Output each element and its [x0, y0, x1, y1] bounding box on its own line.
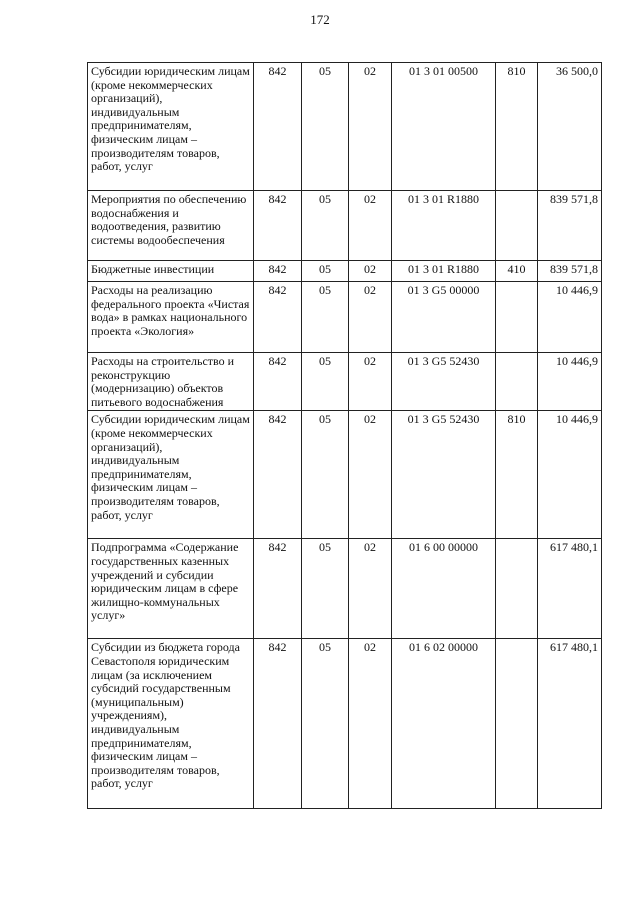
row-target-article-cell: 01 3 G5 52430	[392, 411, 496, 539]
table-row	[88, 639, 602, 809]
row-section-code-cell: 05	[302, 411, 349, 539]
table-row	[88, 353, 602, 411]
row-amount-cell: 617 480,1	[538, 539, 602, 639]
row-name-cell: Субсидии из бюджета города Севастополя юридическим лицам (за исключением субсидий государственным (муниципальным) учреждениям), индивидуальным предпринимателям, физическим лицам – производителям товаров, работ, услуг	[88, 639, 254, 809]
table-row	[88, 282, 602, 353]
row-expense-type-cell: 810	[496, 411, 538, 539]
row-target-article-cell: 01 6 02 00000	[392, 639, 496, 809]
table-row	[88, 411, 602, 539]
row-name-cell: Расходы на реализацию федерального проекта «Чистая вода» в рамках национального проекта «Экология»	[88, 282, 254, 353]
row-target-article-cell: 01 3 G5 52430	[392, 353, 496, 411]
row-section-code-cell: 05	[302, 282, 349, 353]
row-department-code-cell: 842	[254, 639, 302, 809]
budget-table	[87, 62, 602, 809]
row-name-cell: Бюджетные инвестиции	[88, 261, 254, 282]
table-row	[88, 191, 602, 261]
row-target-article-cell: 01 3 01 R1880	[392, 261, 496, 282]
row-amount-cell: 36 500,0	[538, 63, 602, 191]
row-department-code-cell: 842	[254, 539, 302, 639]
row-target-article-cell: 01 3 01 R1880	[392, 191, 496, 261]
row-target-article-cell: 01 3 G5 00000	[392, 282, 496, 353]
row-section-code-cell: 05	[302, 639, 349, 809]
row-section-code-cell: 05	[302, 261, 349, 282]
row-name-cell: Мероприятия по обеспечению водоснабжения и водоотведения, развитию системы водообеспечения	[88, 191, 254, 261]
row-department-code-cell: 842	[254, 411, 302, 539]
row-expense-type-cell: 410	[496, 261, 538, 282]
row-amount-cell: 839 571,8	[538, 191, 602, 261]
row-section-code-cell: 05	[302, 63, 349, 191]
row-section-code-cell: 05	[302, 353, 349, 411]
row-subsection-code-cell: 02	[349, 411, 392, 539]
row-target-article-cell: 01 3 01 00500	[392, 63, 496, 191]
row-department-code-cell: 842	[254, 353, 302, 411]
row-subsection-code-cell: 02	[349, 353, 392, 411]
row-expense-type-cell	[496, 191, 538, 261]
row-section-code-cell: 05	[302, 191, 349, 261]
row-expense-type-cell	[496, 282, 538, 353]
row-subsection-code-cell: 02	[349, 261, 392, 282]
row-amount-cell: 10 446,9	[538, 282, 602, 353]
budget-table-body	[88, 63, 602, 809]
row-subsection-code-cell: 02	[349, 639, 392, 809]
row-amount-cell: 10 446,9	[538, 411, 602, 539]
row-expense-type-cell	[496, 353, 538, 411]
row-department-code-cell: 842	[254, 282, 302, 353]
page-number: 172	[310, 12, 330, 27]
row-name-cell: Субсидии юридическим лицам (кроме некоммерческих организаций), индивидуальным предпринимателям, физическим лицам – производителям товаров, работ, услуг	[88, 63, 254, 191]
row-expense-type-cell: 810	[496, 63, 538, 191]
row-amount-cell: 839 571,8	[538, 261, 602, 282]
row-amount-cell: 617 480,1	[538, 639, 602, 809]
row-name-cell: Подпрограмма «Содержание государственных казенных учреждений и субсидии юридическим лицам в сфере жилищно-коммунальных услуг»	[88, 539, 254, 639]
table-row	[88, 63, 602, 191]
row-subsection-code-cell: 02	[349, 191, 392, 261]
table-row	[88, 539, 602, 639]
table-row	[88, 261, 602, 282]
row-subsection-code-cell: 02	[349, 282, 392, 353]
row-amount-cell: 10 446,9	[538, 353, 602, 411]
row-subsection-code-cell: 02	[349, 63, 392, 191]
row-subsection-code-cell: 02	[349, 539, 392, 639]
row-section-code-cell: 05	[302, 539, 349, 639]
row-name-cell: Субсидии юридическим лицам (кроме некоммерческих организаций), индивидуальным предпринимателям, физическим лицам – производителям товаров, работ, услуг	[88, 411, 254, 539]
row-name-cell: Расходы на строительство и реконструкцию (модернизацию) объектов питьевого водоснабжения	[88, 353, 254, 411]
row-department-code-cell: 842	[254, 63, 302, 191]
row-target-article-cell: 01 6 00 00000	[392, 539, 496, 639]
row-department-code-cell: 842	[254, 261, 302, 282]
row-expense-type-cell	[496, 639, 538, 809]
row-department-code-cell: 842	[254, 191, 302, 261]
row-expense-type-cell	[496, 539, 538, 639]
